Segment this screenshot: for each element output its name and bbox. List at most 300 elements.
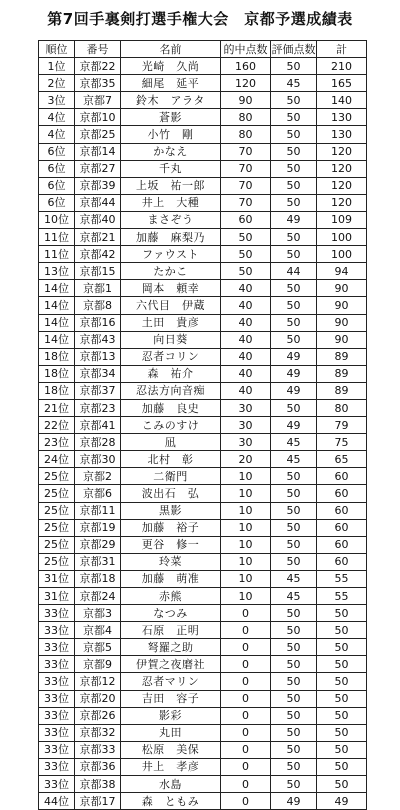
number-cell: 京都26 [75,707,121,724]
hit-points-cell: 10 [221,502,271,519]
rank-cell: 18位 [39,348,75,365]
number-cell: 京都34 [75,365,121,382]
name-cell: 二衛門 [121,468,221,485]
evaluation-points-cell: 50 [271,246,317,263]
total-cell: 60 [317,519,367,536]
table-row [39,417,367,434]
number-cell: 京都40 [75,211,121,228]
number-cell: 京都18 [75,570,121,587]
total-cell: 90 [317,280,367,297]
number-cell: 京都9 [75,656,121,673]
evaluation-points-cell: 50 [271,656,317,673]
evaluation-points-cell: 50 [271,690,317,707]
rank-cell: 10位 [39,211,75,228]
table-row [39,434,367,451]
rank-cell: 25位 [39,502,75,519]
table-row [39,297,367,314]
number-cell: 京都6 [75,485,121,502]
table-row [39,126,367,143]
total-cell: 120 [317,143,367,160]
evaluation-points-cell: 49 [271,211,317,228]
total-cell: 165 [317,75,367,92]
evaluation-points-cell: 50 [271,160,317,177]
hit-points-cell: 0 [221,622,271,639]
evaluation-points-cell: 49 [271,365,317,382]
table-row [39,605,367,622]
name-cell: 蒼影 [121,109,221,126]
total-cell: 50 [317,707,367,724]
name-cell: 赤熊 [121,588,221,605]
evaluation-points-cell: 50 [271,724,317,741]
hit-points-cell: 120 [221,75,271,92]
hit-points-cell: 0 [221,690,271,707]
table-row [39,485,367,502]
hit-points-cell: 0 [221,656,271,673]
total-cell: 55 [317,570,367,587]
hit-points-cell: 0 [221,741,271,758]
name-cell: 加藤 萌准 [121,570,221,587]
evaluation-points-cell: 50 [271,553,317,570]
evaluation-points-cell: 50 [271,485,317,502]
table-row [39,92,367,109]
evaluation-points-cell: 45 [271,75,317,92]
rank-cell: 33位 [39,639,75,656]
table-row [39,793,367,810]
evaluation-points-cell: 50 [271,399,317,416]
name-cell: 岡本 頼幸 [121,280,221,297]
table-row [39,570,367,587]
name-cell: 北村 彰 [121,451,221,468]
number-cell: 京都12 [75,673,121,690]
rank-cell: 25位 [39,519,75,536]
rank-cell: 21位 [39,399,75,416]
name-cell: 凪 [121,434,221,451]
total-cell: 90 [317,314,367,331]
hit-points-cell: 10 [221,485,271,502]
evaluation-points-cell: 50 [271,126,317,143]
hit-points-cell: 30 [221,417,271,434]
evaluation-points-cell: 50 [271,639,317,656]
number-cell: 京都11 [75,502,121,519]
number-cell: 京都22 [75,58,121,75]
name-cell: 千丸 [121,160,221,177]
evaluation-points-cell: 50 [271,297,317,314]
number-cell: 京都20 [75,690,121,707]
table-row [39,553,367,570]
evaluation-points-cell: 45 [271,434,317,451]
hit-points-cell: 0 [221,724,271,741]
total-cell: 50 [317,776,367,793]
table-row [39,280,367,297]
hit-points-cell: 80 [221,109,271,126]
total-cell: 60 [317,468,367,485]
rank-cell: 6位 [39,143,75,160]
name-cell: 上坂 祐一郎 [121,177,221,194]
number-cell: 京都41 [75,417,121,434]
table-row [39,502,367,519]
number-cell: 京都16 [75,314,121,331]
evaluation-points-cell: 50 [271,707,317,724]
hit-points-cell: 40 [221,348,271,365]
name-cell: 加藤 裕子 [121,519,221,536]
hit-points-cell: 20 [221,451,271,468]
hit-points-cell: 40 [221,365,271,382]
total-cell: 75 [317,434,367,451]
table-row [39,211,367,228]
total-cell: 50 [317,690,367,707]
total-cell: 50 [317,639,367,656]
name-cell: 丸田 [121,724,221,741]
evaluation-points-cell: 50 [271,143,317,160]
total-cell: 80 [317,399,367,416]
name-cell: 鈴木 アラタ [121,92,221,109]
number-cell: 京都8 [75,297,121,314]
table-row [39,143,367,160]
name-cell: 吉田 容子 [121,690,221,707]
rank-cell: 11位 [39,229,75,246]
evaluation-points-cell: 50 [271,314,317,331]
rank-cell: 25位 [39,553,75,570]
hit-points-cell: 0 [221,758,271,775]
number-cell: 京都25 [75,126,121,143]
evaluation-points-cell: 50 [271,177,317,194]
hit-points-cell: 40 [221,314,271,331]
name-cell: 土田 貴彦 [121,314,221,331]
evaluation-points-cell: 50 [271,673,317,690]
name-cell: 井上 大種 [121,194,221,211]
table-row [39,399,367,416]
table-row [39,776,367,793]
total-cell: 50 [317,724,367,741]
hit-points-cell: 0 [221,605,271,622]
header-number: 番号 [75,41,121,58]
hit-points-cell: 40 [221,331,271,348]
table-row [39,75,367,92]
number-cell: 京都42 [75,246,121,263]
hit-points-cell: 10 [221,519,271,536]
rank-cell: 33位 [39,605,75,622]
table-row [39,468,367,485]
rank-cell: 33位 [39,690,75,707]
table-row [39,331,367,348]
number-cell: 京都23 [75,399,121,416]
evaluation-points-cell: 50 [271,622,317,639]
name-cell: 水島 [121,776,221,793]
rank-cell: 18位 [39,365,75,382]
number-cell: 京都28 [75,434,121,451]
total-cell: 100 [317,246,367,263]
rank-cell: 14位 [39,280,75,297]
rank-cell: 6位 [39,160,75,177]
total-cell: 50 [317,622,367,639]
rank-cell: 14位 [39,331,75,348]
table-row [39,229,367,246]
total-cell: 210 [317,58,367,75]
table-row [39,741,367,758]
name-cell: こみのすけ [121,417,221,434]
evaluation-points-cell: 49 [271,348,317,365]
name-cell: 加藤 麻梨乃 [121,229,221,246]
table-row [39,246,367,263]
number-cell: 京都39 [75,177,121,194]
number-cell: 京都29 [75,536,121,553]
rank-cell: 31位 [39,588,75,605]
hit-points-cell: 80 [221,126,271,143]
number-cell: 京都15 [75,263,121,280]
total-cell: 90 [317,331,367,348]
evaluation-points-cell: 50 [271,502,317,519]
table-row [39,519,367,536]
total-cell: 50 [317,656,367,673]
rank-cell: 14位 [39,297,75,314]
number-cell: 京都38 [75,776,121,793]
hit-points-cell: 0 [221,673,271,690]
hit-points-cell: 40 [221,382,271,399]
table-row [39,536,367,553]
hit-points-cell: 60 [221,211,271,228]
total-cell: 120 [317,177,367,194]
total-cell: 50 [317,673,367,690]
hit-points-cell: 50 [221,246,271,263]
hit-points-cell: 40 [221,297,271,314]
evaluation-points-cell: 49 [271,382,317,399]
evaluation-points-cell: 50 [271,280,317,297]
name-cell: 小竹 剛 [121,126,221,143]
name-cell: まさぞう [121,211,221,228]
evaluation-points-cell: 49 [271,793,317,810]
total-cell: 49 [317,793,367,810]
evaluation-points-cell: 45 [271,451,317,468]
table-row [39,724,367,741]
name-cell: かなえ [121,143,221,160]
rank-cell: 33位 [39,673,75,690]
rank-cell: 4位 [39,126,75,143]
rank-cell: 44位 [39,793,75,810]
results-body [39,58,367,810]
hit-points-cell: 70 [221,177,271,194]
total-cell: 50 [317,758,367,775]
evaluation-points-cell: 50 [271,605,317,622]
table-row [39,588,367,605]
rank-cell: 33位 [39,758,75,775]
name-cell: 玲菜 [121,553,221,570]
rank-cell: 2位 [39,75,75,92]
total-cell: 60 [317,536,367,553]
name-cell: たかこ [121,263,221,280]
total-cell: 120 [317,160,367,177]
table-row [39,382,367,399]
rank-cell: 31位 [39,570,75,587]
number-cell: 京都30 [75,451,121,468]
rank-cell: 25位 [39,485,75,502]
table-row [39,690,367,707]
rank-cell: 33位 [39,707,75,724]
total-cell: 120 [317,194,367,211]
name-cell: 忍者マリン [121,673,221,690]
total-cell: 79 [317,417,367,434]
number-cell: 京都2 [75,468,121,485]
number-cell: 京都14 [75,143,121,160]
header-total: 計 [317,41,367,58]
number-cell: 京都24 [75,588,121,605]
total-cell: 60 [317,485,367,502]
name-cell: 森 祐介 [121,365,221,382]
total-cell: 65 [317,451,367,468]
evaluation-points-cell: 45 [271,570,317,587]
name-cell: ファウスト [121,246,221,263]
name-cell: 松原 美保 [121,741,221,758]
total-cell: 89 [317,382,367,399]
hit-points-cell: 50 [221,229,271,246]
rank-cell: 1位 [39,58,75,75]
name-cell: 弩羅之助 [121,639,221,656]
table-row [39,639,367,656]
evaluation-points-cell: 50 [271,194,317,211]
number-cell: 京都13 [75,348,121,365]
evaluation-points-cell: 49 [271,417,317,434]
table-row [39,673,367,690]
page-title: 第7回手裏剣打選手権大会 京都予選成績表 [47,10,353,28]
number-cell: 京都5 [75,639,121,656]
number-cell: 京都43 [75,331,121,348]
header-evaluation-points: 評価点数 [271,41,317,58]
hit-points-cell: 0 [221,793,271,810]
name-cell: 更谷 修一 [121,536,221,553]
rank-cell: 11位 [39,246,75,263]
total-cell: 89 [317,365,367,382]
header-rank: 順位 [39,41,75,58]
evaluation-points-cell: 50 [271,519,317,536]
table-row [39,348,367,365]
number-cell: 京都3 [75,605,121,622]
hit-points-cell: 30 [221,399,271,416]
evaluation-points-cell: 50 [271,331,317,348]
rank-cell: 33位 [39,656,75,673]
name-cell: 忍者コリン [121,348,221,365]
name-cell: 波出石 弘 [121,485,221,502]
table-row [39,622,367,639]
name-cell: 六代目 伊蔵 [121,297,221,314]
hit-points-cell: 0 [221,639,271,656]
name-cell: 向日葵 [121,331,221,348]
rank-cell: 14位 [39,314,75,331]
number-cell: 京都10 [75,109,121,126]
total-cell: 60 [317,553,367,570]
total-cell: 50 [317,605,367,622]
results-table [38,40,367,810]
hit-points-cell: 10 [221,536,271,553]
total-cell: 55 [317,588,367,605]
table-row [39,58,367,75]
evaluation-points-cell: 50 [271,58,317,75]
rank-cell: 6位 [39,194,75,211]
total-cell: 130 [317,109,367,126]
number-cell: 京都19 [75,519,121,536]
table-row [39,758,367,775]
hit-points-cell: 70 [221,160,271,177]
table-row [39,160,367,177]
number-cell: 京都36 [75,758,121,775]
rank-cell: 23位 [39,434,75,451]
rank-cell: 13位 [39,263,75,280]
evaluation-points-cell: 50 [271,776,317,793]
name-cell: 伊賀之夜磨社 [121,656,221,673]
hit-points-cell: 10 [221,468,271,485]
number-cell: 京都37 [75,382,121,399]
number-cell: 京都33 [75,741,121,758]
total-cell: 130 [317,126,367,143]
evaluation-points-cell: 50 [271,109,317,126]
number-cell: 京都4 [75,622,121,639]
name-cell: 森 ともみ [121,793,221,810]
name-cell: 加藤 良史 [121,399,221,416]
name-cell: 石原 正明 [121,622,221,639]
hit-points-cell: 70 [221,194,271,211]
hit-points-cell: 90 [221,92,271,109]
total-cell: 89 [317,348,367,365]
number-cell: 京都17 [75,793,121,810]
evaluation-points-cell: 50 [271,92,317,109]
rank-cell: 18位 [39,382,75,399]
name-cell: 光崎 久尚 [121,58,221,75]
hit-points-cell: 40 [221,280,271,297]
number-cell: 京都44 [75,194,121,211]
hit-points-cell: 70 [221,143,271,160]
table-row [39,451,367,468]
number-cell: 京都27 [75,160,121,177]
rank-cell: 22位 [39,417,75,434]
total-cell: 140 [317,92,367,109]
number-cell: 京都21 [75,229,121,246]
rank-cell: 33位 [39,776,75,793]
hit-points-cell: 50 [221,263,271,280]
hit-points-cell: 0 [221,776,271,793]
name-cell: 井上 孝彦 [121,758,221,775]
hit-points-cell: 0 [221,707,271,724]
table-row [39,263,367,280]
evaluation-points-cell: 50 [271,229,317,246]
hit-points-cell: 30 [221,434,271,451]
total-cell: 90 [317,297,367,314]
rank-cell: 25位 [39,468,75,485]
name-cell: 忍法方向音痴 [121,382,221,399]
number-cell: 京都31 [75,553,121,570]
name-cell: なつみ [121,605,221,622]
rank-cell: 33位 [39,724,75,741]
name-cell: 黒影 [121,502,221,519]
total-cell: 60 [317,502,367,519]
evaluation-points-cell: 50 [271,468,317,485]
hit-points-cell: 10 [221,588,271,605]
total-cell: 94 [317,263,367,280]
table-row [39,314,367,331]
rank-cell: 24位 [39,451,75,468]
table-row [39,365,367,382]
evaluation-points-cell: 50 [271,741,317,758]
hit-points-cell: 160 [221,58,271,75]
rank-cell: 3位 [39,92,75,109]
evaluation-points-cell: 50 [271,536,317,553]
hit-points-cell: 10 [221,553,271,570]
evaluation-points-cell: 44 [271,263,317,280]
rank-cell: 6位 [39,177,75,194]
rank-cell: 4位 [39,109,75,126]
table-row [39,707,367,724]
rank-cell: 25位 [39,536,75,553]
total-cell: 109 [317,211,367,228]
header-name: 名前 [121,41,221,58]
number-cell: 京都35 [75,75,121,92]
